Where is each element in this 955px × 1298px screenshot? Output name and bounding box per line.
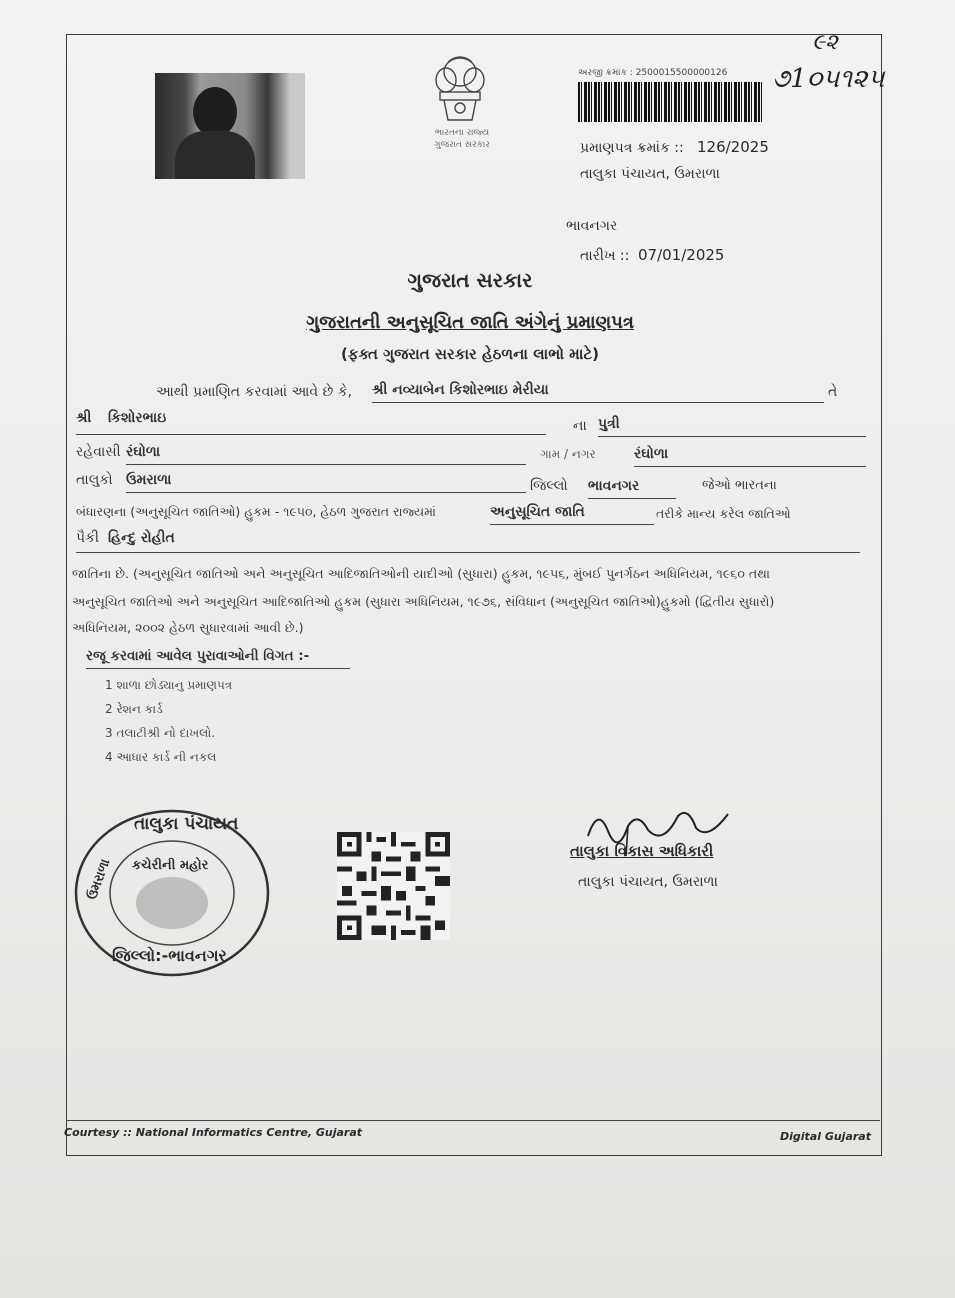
relation: પુત્રી: [598, 412, 866, 437]
relation-prefix: ના: [573, 418, 587, 434]
seal-left-text: ઉમરાળા: [84, 857, 114, 902]
date-label: તારીખ ::: [580, 248, 630, 264]
india-text: જેઓ ભારતના: [702, 478, 777, 493]
emblem-caption-2: ગુજરાત સરકાર: [434, 140, 490, 150]
caste-prefix: પૈકી: [76, 530, 99, 546]
applicant-photo: [155, 73, 305, 179]
certificate-subtitle: (ફક્ત ગુજરાત સરકાર હેઠળના લાભો માટે): [340, 345, 600, 363]
certificate-title: ગુજરાતની અનુસૂચિત જાતિ અંગેનું પ્રમાણપત્ર: [306, 312, 634, 333]
handwritten-inward-number: ૭1૦૫૧૨૫: [772, 64, 885, 94]
resident-value: રંઘોળા: [126, 440, 526, 465]
recognised-text: તરીકે માન્ય કરેલ જાતિઓ: [656, 506, 791, 521]
seal-top-text: તાલુકા પંચાયત: [134, 814, 239, 834]
evidence-heading: રજૂ કરવામાં આવેલ પુરાવાઓની વિગત :-: [86, 644, 350, 669]
seal-bottom-text: જિલ્લો:-ભાવનગર: [112, 946, 227, 965]
taluka-label: તાલુકો: [76, 472, 113, 488]
evidence-item: 2 રેશન કાર્ડ: [105, 702, 163, 716]
legal-text-line-2: અનુસૂચિત જાતિઓ અને અનુસૂચિત આદિજાતિઓ હુકમ (સુધારા અધિનિયમ, ૧૯૭૬, સંવિધાન (અનુસૂચિત જાતિઓ)હુકમો (દ્વિતીય સુધારો): [72, 594, 775, 609]
office-seal: [72, 808, 272, 978]
emblem-caption-1: ભારતના રાજ્ય: [434, 128, 490, 138]
caste-category: અનુસૂચિત જાતિ: [490, 500, 654, 525]
intro-text: આથી પ્રમાણિત કરવામાં આવે છે કે,: [156, 384, 353, 400]
barcode: [578, 82, 763, 122]
district-value: ભાવનગર: [588, 474, 676, 499]
legal-text-line-3: અધિનિયમ, ૨૦૦૨ હેઠળ સુધારવામાં આવી છે.): [72, 620, 304, 635]
qr-code-icon: [336, 832, 451, 940]
footer-divider: [66, 1120, 880, 1121]
father-name-underline: [76, 434, 546, 435]
father-name: કિશોરભાઇ: [108, 410, 167, 426]
certificate-number-label: પ્રમાણપત્ર ક્રમાંક ::: [580, 140, 684, 156]
application-number: અરજી ક્રમાંક : 2500015500000126: [578, 68, 728, 78]
footer-brand: Digital Gujarat: [780, 1130, 871, 1143]
signatory-office: તાલુકા પંચાયત, ઉમરાળા: [578, 874, 718, 890]
te-text: તે: [828, 384, 838, 400]
evidence-item: 1 શાળા છોડ્યાનુ પ્રમાણપત્ર: [105, 678, 233, 692]
certificate-number: 126/2025: [697, 138, 769, 156]
header-district: ભાવનગર: [566, 218, 618, 234]
signatory-designation: તાલુકા વિકાસ અધિકારી: [570, 842, 714, 860]
evidence-item: 3 તલાટીશ્રી નો દાખલો.: [105, 726, 216, 740]
seal-center-text: કચેરીની મહોર: [132, 858, 209, 873]
taluka-value: ઉમરાળા: [126, 468, 526, 493]
government-title: ગુજરાત સરકાર: [407, 268, 533, 292]
caste-value: હિન્દુ રોહીત: [108, 530, 175, 546]
district-label: જિલ્લો: [530, 478, 568, 494]
legal-text-line-1: જાતિના છે. (અનુસૂચિત જાતિઓ અને અનુસૂચિત આદિજાતિઓની યાદીઓ (સુધારા) હુકમ, ૧૯૫૬, મુંબઈ પુનર્ગઠન અધિનિયમ, ૧૯૬૦ તથા: [72, 566, 771, 581]
evidence-item: 4 આધાર કાર્ડ ની નકલ: [105, 750, 217, 764]
village-value: રંઘોળા: [634, 442, 866, 467]
issuing-office: તાલુકા પંચાયત, ઉમરાળા: [580, 166, 720, 182]
footer-courtesy: Courtesy :: National Informatics Centre, Gujarat: [64, 1126, 363, 1139]
holder-name: શ્રી નવ્યાબેન કિશોરભાઇ મેરીયા: [372, 378, 824, 403]
village-label: ગામ / નગર: [540, 447, 596, 461]
father-prefix: શ્રી: [76, 410, 92, 426]
handwritten-number: ૯૨: [812, 30, 838, 55]
order-text: બંધારણના (અનુસૂચિત જાતિઓ) હુકમ - ૧૯૫૦, હેઠળ ગુજરાત રાજ્યમાં: [76, 504, 436, 519]
caste-underline: [76, 552, 860, 553]
issue-date: 07/01/2025: [638, 246, 725, 264]
resident-label: રહેવાસી: [76, 444, 121, 460]
